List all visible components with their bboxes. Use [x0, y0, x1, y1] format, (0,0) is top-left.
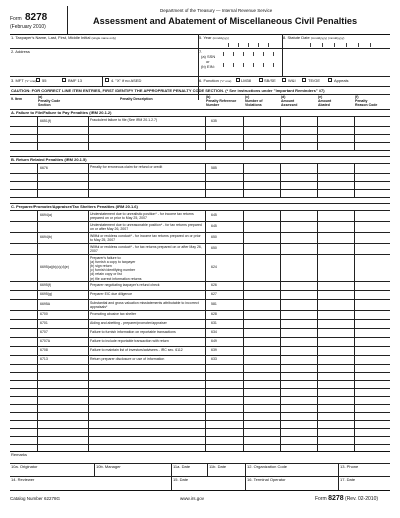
function-sbse-label: SB/SE [264, 78, 276, 83]
penalty-description: Preparer EIC due diligence [90, 291, 133, 296]
penalty-code: 6695(g) [40, 292, 53, 296]
ein-label: (b) EIN: [201, 64, 215, 69]
function-lm38-checkbox[interactable] [236, 78, 240, 82]
penalty-code: 6707 [40, 330, 48, 334]
or-label: or [206, 59, 210, 64]
mft-label: 3. MFT ("x" one) [11, 78, 37, 83]
section-c-heading: C. Preparer/Promoter/Appraiser/Tax Shelters Penalties (IRM 20.1.6) [11, 204, 138, 209]
mft-55-label: 55 [42, 78, 47, 83]
form-title: Assessment and Abatement of Miscellaneous Civil Penalties [93, 16, 358, 26]
penalty-description: Substantial and gross valuation misstatements attributable to incorrect appraisals* [90, 300, 200, 309]
penalty-description: Preparer negotiating taxpayer's refund check [90, 282, 160, 287]
col-b: (b) Penalty Reference Number [206, 95, 237, 108]
penalty-reference-number: 639 [211, 348, 217, 352]
penalty-reference-number: 650 [211, 235, 217, 239]
department-line: Department of the Treasury — Internal Revenue Service [160, 8, 273, 13]
penalty-code: 6695(f) [40, 283, 52, 287]
penalty-reference-number: 626 [211, 283, 217, 287]
statute-date-label: 8. Statute Date (mmddyyyy) (mmddyyyy) [283, 35, 345, 40]
penalty-code: 6700 [40, 312, 48, 316]
col-a: (a) Penalty Code Section [38, 95, 61, 108]
irs-website: www.irs.gov [180, 496, 205, 501]
penalty-code: 6694(b) [40, 235, 53, 239]
address-label: 2. Address [11, 49, 30, 54]
penalty-reference-number: 585 [211, 165, 217, 170]
function-appeals-checkbox[interactable] [328, 78, 332, 82]
penalty-code: 6695(a)(b)(c)(d)(e) [40, 265, 69, 269]
penalty-description: Return preparer disclosure or use of information [90, 356, 165, 361]
date-17-label: 17. Date [340, 477, 356, 482]
penalty-description: Promoting abusive tax shelter [90, 311, 137, 316]
date-11a-label: 11a. Date [173, 464, 191, 469]
penalty-description: Penalty for erroneous claim for refund or credit [90, 164, 163, 169]
penalty-code: 6694(a) [40, 213, 53, 217]
penalty-reference-number: 627 [211, 292, 217, 296]
reviewer-label: 14. Reviewer [11, 477, 35, 482]
form-date: (February 2010) [10, 24, 46, 30]
form-word: Form [10, 16, 22, 22]
penalty-code: 6695A [40, 302, 51, 306]
penalty-description: Failure to maintain list of investors/advisees - IRC sec. 6112 [90, 347, 183, 352]
penalty-description: Failure to include reportable transaction with return [90, 338, 169, 343]
col-c: (c) Number of Violations [245, 95, 263, 108]
penalty-reference-number: 649 [211, 339, 217, 343]
penalty-description: Understatement due to unrealistic position* - for income tax returns prepared on or prior to May 25, 2007 [90, 211, 195, 220]
function-appeals-label: Appeals [334, 78, 349, 83]
ssn-label: (a) SSN [201, 54, 216, 59]
function-tege-label: TE/GE [308, 78, 321, 83]
penalty-description: Understatement due to unreasonable position* - for tax returns prepared on or after May 26, 2007 [90, 222, 203, 231]
caution-text: CAUTION: FOR CORRECT LINE ITEM ENTRIES, FIRST IDENTIFY THE APPROPRIATE PENALTY CODE SECTION. (* See instructions under "Important Reminders" #7) [11, 88, 325, 93]
penalty-reference-number: 581 [211, 302, 217, 306]
no-ased-checkbox[interactable] [105, 78, 109, 82]
function-lm38-label: LM38 [241, 78, 252, 83]
function-tege-checkbox[interactable] [302, 78, 306, 82]
date-15-label: 15. Date [173, 477, 189, 482]
penalty-reference-number: 628 [211, 312, 217, 316]
penalty-code: 6676 [40, 165, 48, 170]
no-ased-label: 4. "X" if no ASED [111, 78, 142, 83]
penalty-code: 6708 [40, 348, 48, 352]
col-f: (f) Penalty Reason Code [355, 95, 378, 108]
form-number: 8278 [25, 12, 48, 23]
penalty-description: Fraudulent failure to file (See IRM 20.1.2.7) [90, 117, 158, 122]
footer-form-id: Form 8278 (Rev. 02-2010) [315, 495, 379, 502]
col-e: (e) Amount Abated [318, 95, 332, 108]
manager-label: 10b. Manager [96, 464, 121, 469]
penalty-reference-number: 631 [211, 321, 217, 325]
penalty-description: Failure to furnish information on reportable transactions [90, 329, 176, 334]
col-d: (d) Amount Assessed [281, 95, 298, 108]
catalog-number: Catalog Number 62278G [10, 496, 61, 501]
taxpayer-name-label: 1. Taxpayer's Name, Last, First, Middle Initial (single name only) [11, 35, 117, 40]
remarks-label: Remarks [11, 452, 28, 457]
function-wi-label: W&I [288, 78, 296, 83]
penalty-description: Preparer's failure to: (a) furnish a copy to taxpayer (b) sign return (c) furnish identifying number (d) retain copy or list (e) file correct information returns [90, 255, 142, 281]
penalty-code: 6651(f) [40, 118, 52, 123]
penalty-reference-number: 624 [211, 265, 217, 269]
penalty-description: Willful or reckless conduct* - for income tax returns prepared on or prior to May 25, 2007 [90, 233, 202, 242]
function-wi-checkbox[interactable] [282, 78, 286, 82]
penalty-reference-number: 650 [211, 246, 217, 250]
penalty-description: Aiding and abetting - preparer/promoter/appraiser [90, 320, 167, 325]
col-item: 9. Item [11, 97, 23, 101]
phone-label: 13. Phone [340, 464, 359, 469]
function-sbse-checkbox[interactable] [259, 78, 263, 82]
penalty-reference-number: 645 [211, 213, 217, 217]
penalty-reference-number: 634 [211, 330, 217, 334]
penalty-reference-number: 635 [211, 118, 217, 123]
function-label: 6. Function ("x" one) [199, 78, 232, 83]
penalty-description: Willful or reckless conduct* - for tax returns prepared on or after May 26, 2007 [90, 244, 203, 253]
date-11b-label: 11b. Date [209, 464, 227, 469]
penalty-reference-number: 633 [211, 357, 217, 361]
penalty-code: 6701 [40, 321, 48, 325]
penalty-code: 6707A [40, 339, 51, 343]
org-code-label: 12. Organization Code [247, 464, 288, 469]
form-8278 [10, 6, 390, 512]
section-b-heading: B. Return Related Penalties (IRM 20.1.5) [11, 157, 87, 162]
originator-label: 10a. Originator [11, 464, 38, 469]
field-7-label: 7. [199, 49, 203, 54]
terminal-operator-label: 16. Terminal Operator [247, 477, 286, 482]
penalty-code: 6713 [40, 357, 48, 361]
col-desc: Penalty Description [120, 97, 153, 101]
mft-bmf13-checkbox[interactable] [62, 78, 66, 82]
penalty-reference-number: 645 [211, 224, 217, 228]
section-a-heading: A. Failure to File/Failure to Pay Penalties (IRM 20.1.2) [11, 110, 112, 115]
mft-bmf13-label: BMF 13 [68, 78, 83, 83]
mft-55-checkbox[interactable] [36, 78, 40, 82]
year-label: 5. Year (mmddyyyy) [199, 35, 229, 40]
penalty-table [10, 109, 390, 451]
